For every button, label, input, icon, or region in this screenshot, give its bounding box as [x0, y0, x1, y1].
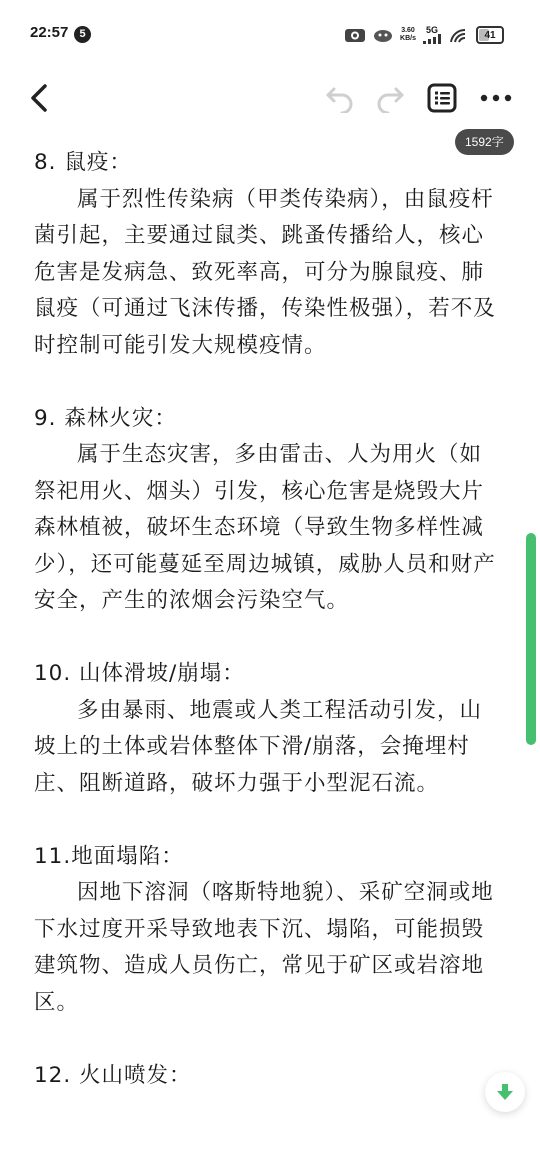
- app-notification-icon: [372, 26, 394, 44]
- section-title: 12. 火山喷发：: [34, 1062, 192, 1088]
- net-speed-value: 3.60: [401, 27, 415, 34]
- section-title: 11.地面塌陷：: [34, 843, 184, 869]
- signal-bars-icon: [422, 34, 442, 44]
- redo-button[interactable]: [372, 80, 408, 116]
- outline-button[interactable]: [424, 80, 460, 116]
- bottom-edge: [0, 1135, 540, 1160]
- wifi-icon: [448, 26, 470, 44]
- cell-signal: [422, 26, 442, 44]
- word-count-badge: 1592字: [455, 129, 514, 155]
- section-body: 因地下溶洞（喀斯特地貌）、采矿空洞或地下水过度开采导致地表下沉、塌陷，可能损毁建筑物、造成人员伤亡，常见于矿区或岩溶地区。: [34, 880, 494, 1015]
- back-button[interactable]: [22, 80, 58, 116]
- scroll-to-bottom-button[interactable]: [485, 1072, 525, 1112]
- redo-icon: [374, 83, 406, 113]
- section-title: 8. 鼠疫：: [34, 150, 132, 175]
- section-landslide: [34, 656, 504, 802]
- camera-icon: [344, 26, 366, 44]
- section-body: 属于烈性传染病（甲类传染病），由鼠疫杆菌引起，主要通过鼠类、跳蚤传播给人，核心危害是发病急、致死率高，可分为腺鼠疫、肺鼠疫（可通过飞沫传播，传染性极强），若不及时控制可能引发大规模疫情。: [34, 186, 496, 358]
- net-speed: [400, 27, 416, 43]
- section-title: 10. 山体滑坡/崩塌：: [34, 661, 245, 686]
- section-plague: [34, 145, 504, 364]
- more-icon: [480, 93, 512, 103]
- section-body: 多由暴雨、地震或人类工程活动引发，山坡上的土体或岩体整体下滑/崩落，会掩埋村庄、阻断道路，破坏力强于小型泥石流。: [34, 697, 483, 796]
- section-body: 属于生态灾害，多由雷击、人为用火（如祭祀用火、烟头）引发，核心危害是烧毁大片森林植被，破坏生态环境（导致生物多样性减少），还可能蔓延至周边城镇，威胁人员和财产安全，产生的浓烟会污染空气。: [34, 442, 496, 613]
- section-forest-fire: [34, 401, 504, 620]
- undo-button[interactable]: [322, 80, 358, 116]
- scroll-down-icon: [495, 1082, 515, 1102]
- back-arrow-icon: [27, 83, 53, 113]
- scrollbar-thumb[interactable]: [526, 533, 536, 745]
- network-type: 5G: [425, 25, 438, 35]
- editor-toolbar: [0, 70, 540, 125]
- notification-badge: 5: [74, 26, 91, 43]
- more-options-button[interactable]: [478, 80, 514, 116]
- section-ground-collapse: [34, 839, 504, 1022]
- net-speed-unit: KB/s: [400, 35, 416, 42]
- section-volcano: [34, 1058, 504, 1095]
- outline-icon: [427, 83, 457, 113]
- note-content[interactable]: [34, 145, 504, 1145]
- battery-indicator: [476, 26, 504, 44]
- undo-icon: [324, 83, 356, 113]
- battery-level: 41: [484, 29, 496, 41]
- section-title: 9. 森林火灾：: [34, 405, 177, 431]
- status-icons: [344, 22, 504, 48]
- status-bar: [0, 0, 540, 70]
- status-time: 22:57: [30, 24, 69, 41]
